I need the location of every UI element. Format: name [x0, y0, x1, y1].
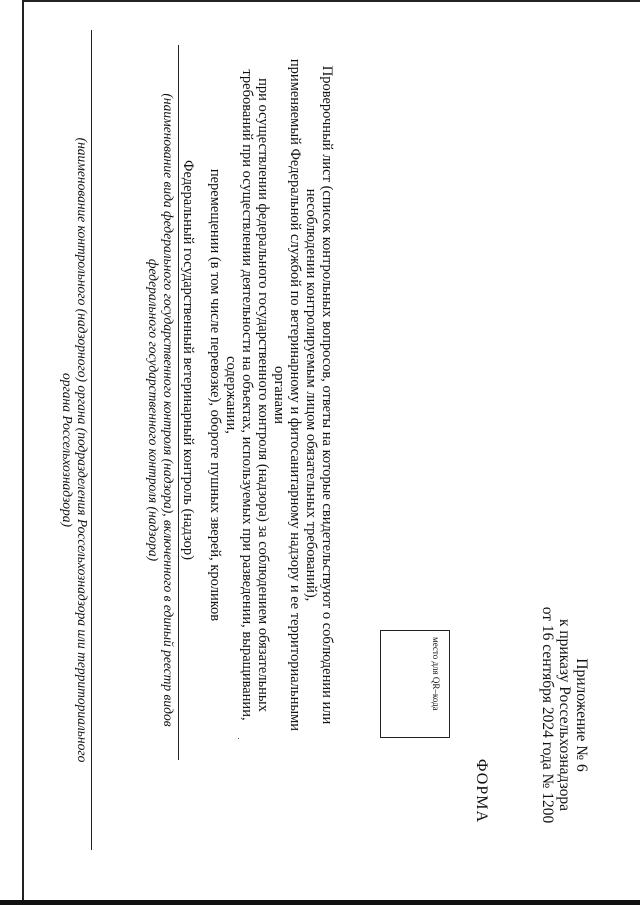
- form-label: ФОРМА: [473, 758, 490, 823]
- caption-line: (наименование контрольного (надзорного) органа (подразделения Россельхознадзора или территориального: [75, 137, 90, 763]
- title-line: несоблюдении контролируемым лицом обязательных требований),: [303, 188, 319, 602]
- title-line: требований при осуществлении деятельности на объектах, используемых при разведении, выращивании, содержании,: [223, 69, 255, 721]
- appendix-number: Приложение № 6: [573, 658, 590, 772]
- caption-line: (наименование вида федерального государственного контроля (надзора), включенного в единый реестр видов: [161, 93, 176, 727]
- title-line: перемещении (в том числе перевозке), обороте пушных зверей, кроликов: [207, 168, 223, 622]
- title-line: применяемый Федеральной службой по ветеринарному и фитосанитарному надзору и ее территориальными органами: [271, 58, 303, 732]
- control-type-underline: [178, 45, 179, 760]
- control-body-caption: [60, 130, 90, 770]
- document-sheet: [30, 30, 610, 875]
- title-line: Проверочный лист (список контрольных вопросов, ответы на которые свидетельствуют о соблюдении или: [319, 65, 335, 725]
- control-type-value: Федеральный государственный ветеринарный контроль (надзор): [180, 160, 196, 560]
- scan-edge-left: [22, 0, 24, 905]
- scan-edge-top: [22, 0, 640, 2]
- appendix-header: [539, 585, 590, 845]
- control-body-underline: [91, 30, 92, 850]
- title-line: при осуществлении федерального государственного контроля (надзора) за соблюдением обязательных: [255, 78, 271, 712]
- caption-line: федерального государственного контроля (надзора): [146, 258, 161, 562]
- appendix-date: от 16 сентября 2024 года № 1200: [539, 606, 556, 824]
- qr-placeholder-text: место для QR–кода: [431, 637, 441, 711]
- scan-edge-bottom: [0, 900, 640, 905]
- appendix-order: к приказу Россельхознадзора: [556, 618, 573, 812]
- caption-line: органа Россельхознадзора): [60, 373, 75, 527]
- document-title: [207, 50, 335, 740]
- control-type-caption: [146, 90, 176, 730]
- qr-code-placeholder: [380, 630, 450, 738]
